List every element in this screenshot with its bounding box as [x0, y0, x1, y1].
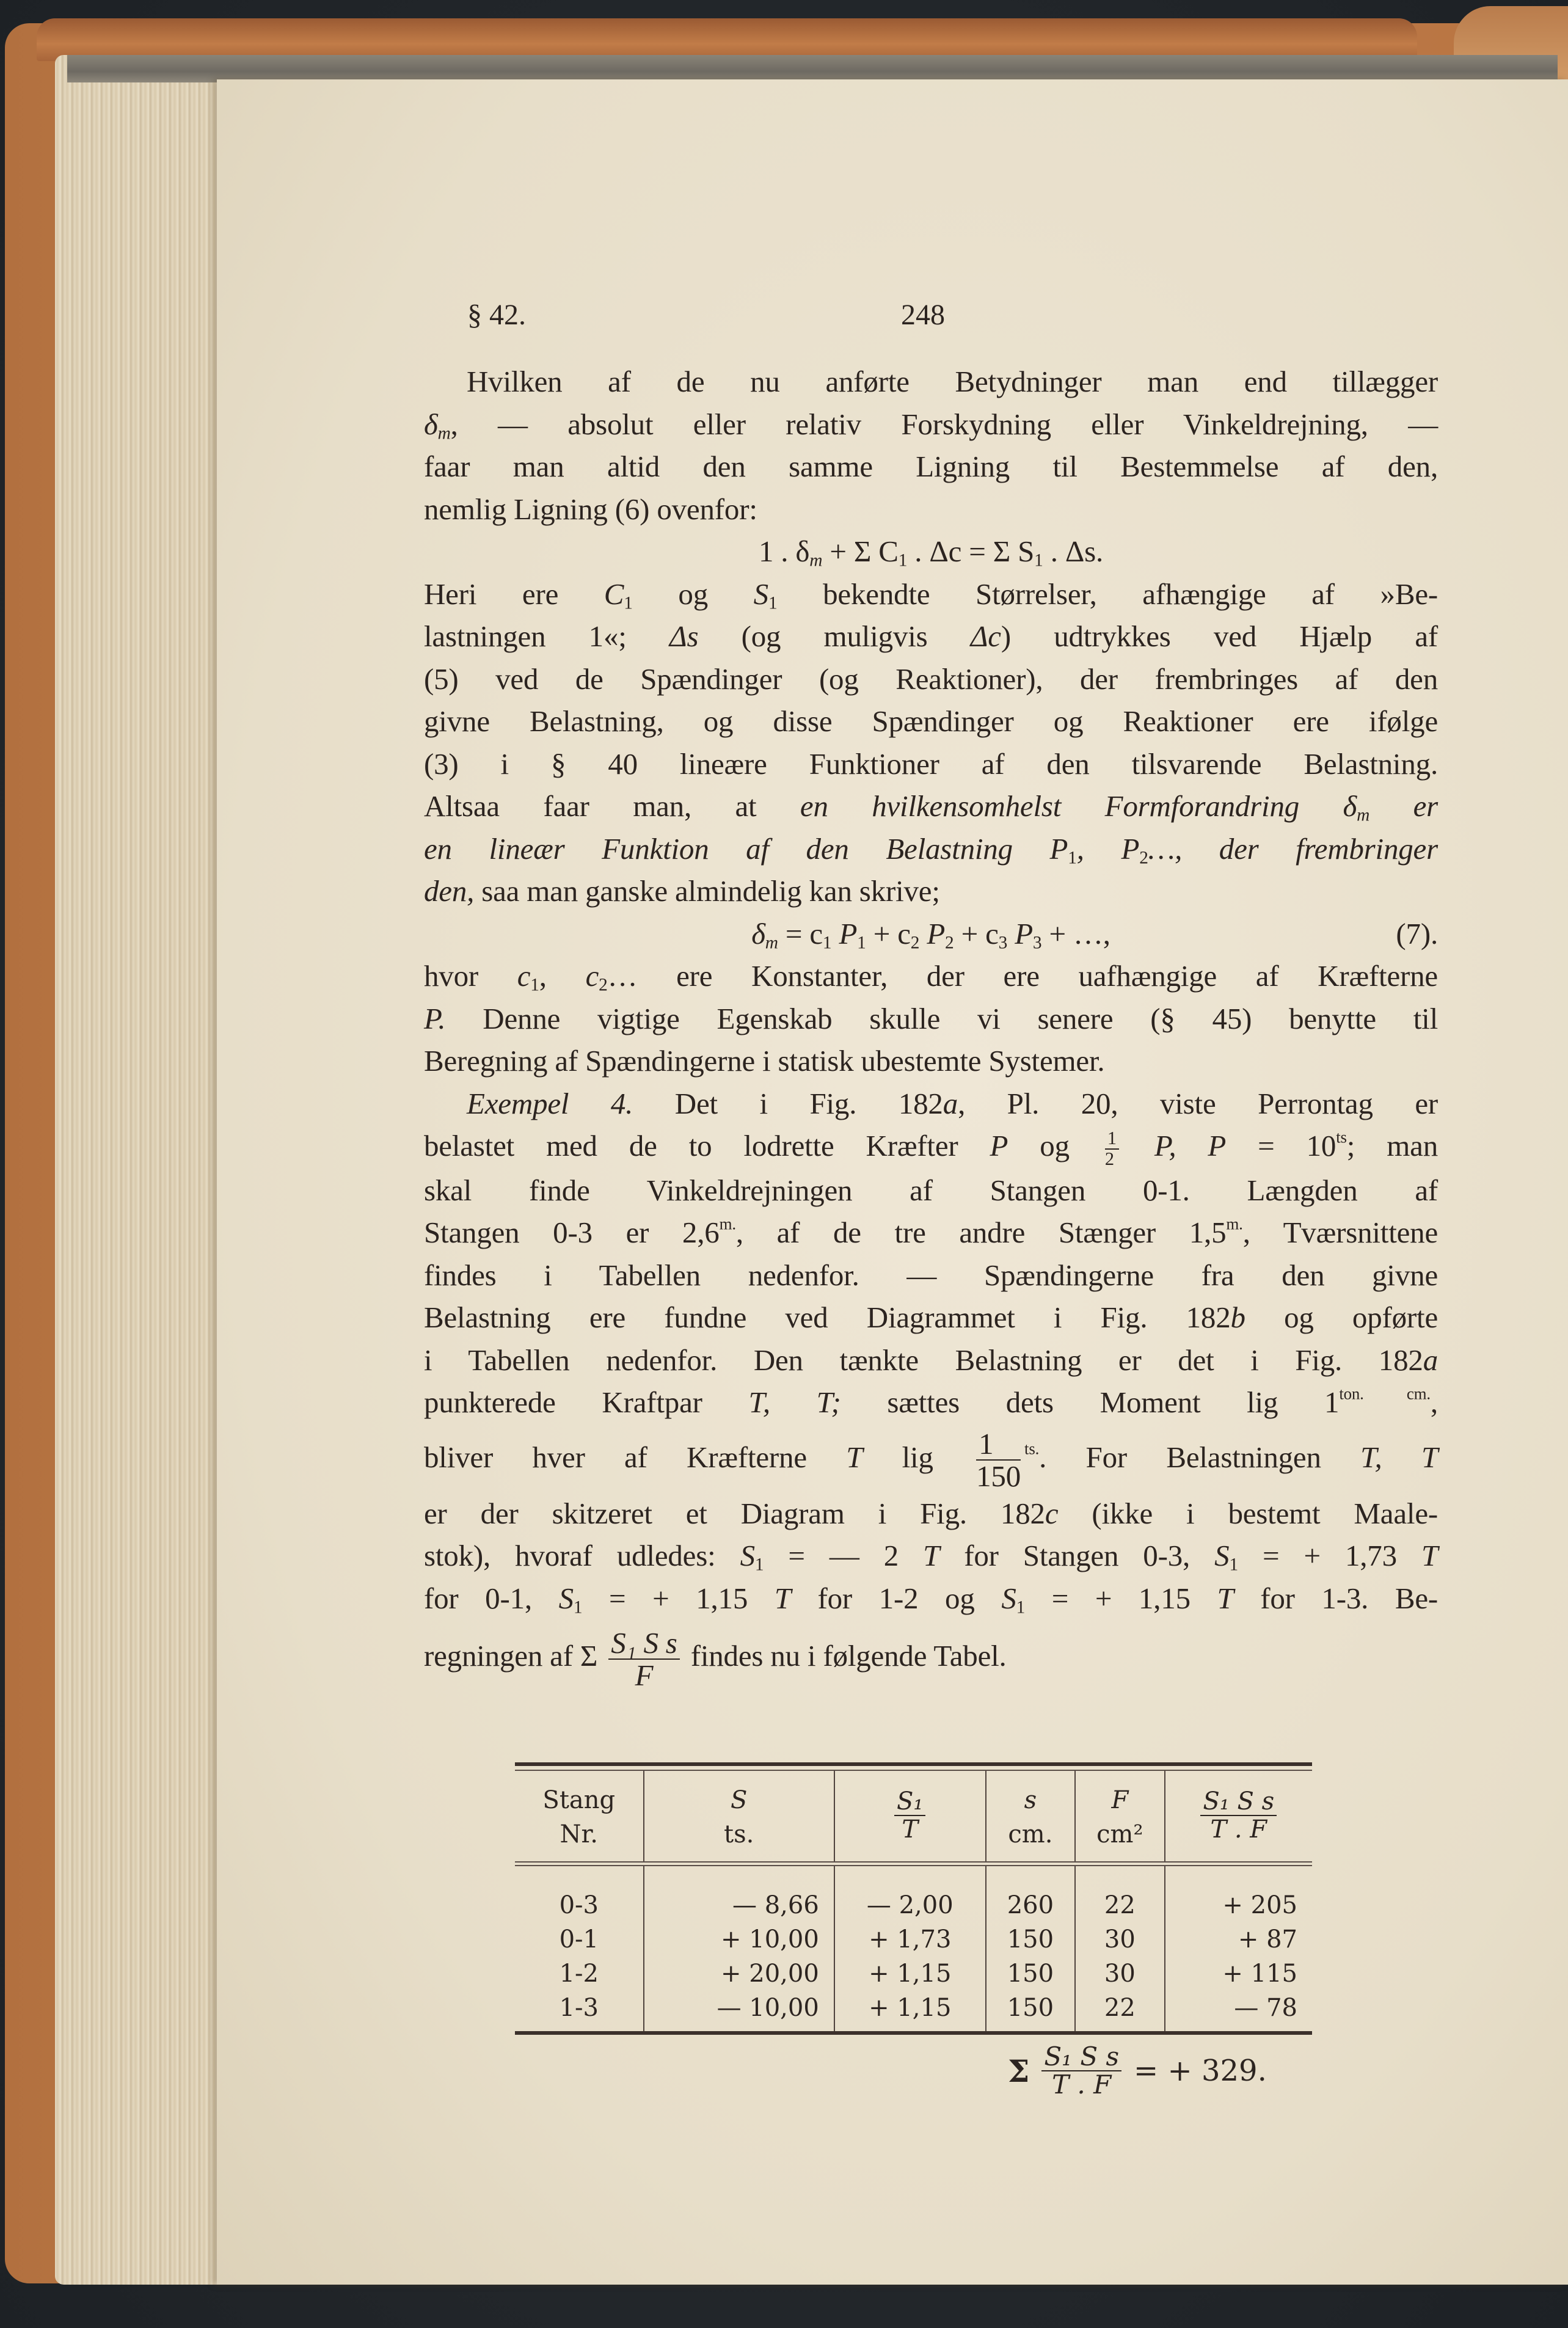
cell-f: 22: [1075, 1866, 1164, 1922]
stress-table: [515, 1762, 1312, 2035]
cell-ratio: + 87: [1165, 1922, 1312, 1957]
text-line: Exempel 4. Det i Fig. 182a, Pl. 20, viste Perrontag er: [467, 1086, 1439, 1120]
sum-fraction: $\frac{\text{S₁ S s}}{T . F}$: [1041, 2043, 1121, 2098]
cell-s: + 10,00: [644, 1922, 834, 1957]
equation-7: $\delta_m = c_1$ $P_1 + c_2$ $P_2 + c_3$ $P_3$ + …, (7).: [424, 913, 1438, 955]
page-number: 248: [901, 299, 945, 331]
text-line: Altsaa faar man, at en hvilkensomhelst Formforandring $\delta_m$ er: [424, 789, 1438, 825]
cell-ratio: + 205: [1165, 1866, 1312, 1922]
table-header-row: [515, 1771, 1312, 1861]
col-header-S: S ts.: [644, 1771, 834, 1861]
cell-f: 30: [1075, 1922, 1164, 1957]
text-line: Stangen 0-3 er $2,6^{m.}$, af de tre andre Stænger $1,5^{m.}$, Tværsnittene: [424, 1214, 1439, 1250]
sum-result: = + 329.: [1134, 2054, 1267, 2089]
cell-s1-t: + 1,73: [834, 1922, 986, 1957]
cell-s: 150: [986, 1957, 1075, 1991]
cell-s1-t: — 2,00: [834, 1866, 986, 1922]
text-line: regningen af Σ $\frac{\text{S₁ S s}}{F}$ findes nu i følgende Tabel.: [424, 1626, 1007, 1693]
cell-s: + 20,00: [644, 1957, 834, 1991]
text-line: Belastning ere fundne ved Diagrammet i Fig. 182b og opførte: [424, 1301, 1438, 1335]
cell-ratio: + 115: [1165, 1957, 1312, 1991]
col-header-F: F cm²: [1075, 1771, 1164, 1861]
col-header-S1-over-T: $\frac{\text{S₁}}{T}$: [834, 1771, 986, 1861]
text-line: den, saa man ganske almindelig kan skrive;: [424, 874, 940, 908]
paragraph-4-example: [424, 1082, 1438, 1693]
text-line: Beregning af Spændingerne i statisk ubestemte Systemer.: [424, 1044, 1105, 1078]
cell-s: 150: [986, 1922, 1075, 1957]
text-line: skal finde Vinkeldrejningen af Stangen 0-1. Længden af: [424, 1173, 1438, 1207]
table-sum: [1008, 2043, 1267, 2098]
page-stack-edges: [55, 55, 238, 2285]
table-bottom-rule: [515, 2031, 1312, 2035]
cell-s: — 8,66: [644, 1866, 834, 1922]
text-line: faar man altid den samme Ligning til Bestemmelse af den,: [424, 450, 1438, 483]
text-line: $\delta_m$, — absolut eller relativ Forskydning eller Vinkeldrejning, —: [424, 407, 1438, 443]
text-line: for 0-1, $S_1$ = + 1,15 T for 1-2 og $S_1$ = + 1,15 T for 1-3. Be-: [424, 1581, 1438, 1618]
body-text: [424, 360, 1438, 1693]
text-line: givne Belastning, og disse Spændinger og Reaktioner ere ifølge: [424, 704, 1438, 738]
fraction-half: $\frac{1}{2}$: [1105, 1129, 1119, 1169]
cell-s: — 10,00: [644, 1991, 834, 2031]
table-row: [515, 1991, 1312, 2031]
text-line: er der skitzeret et Diagram i Fig. 182c (ikke i bestemt Maale-: [424, 1496, 1438, 1530]
cell-f: 22: [1075, 1991, 1164, 2031]
text-line: belastet med de to lodrette Kræfter P og $\frac{1}{2}$ P, $P = 10^{ts}$; man: [424, 1127, 1438, 1169]
col-header-s: s cm.: [986, 1771, 1075, 1861]
col-header-ratio: $\frac{\text{S₁ S s}}{T . F}$: [1165, 1771, 1312, 1861]
cell-stang: 1-3: [559, 1994, 599, 2022]
text-line: (3) i § 40 lineære Funktioner af den tilsvarende Belastning.: [424, 746, 1438, 781]
text-line: hvor $c_1$, $c_2\dots$ ere Konstanter, der ere uafhængige af Kræfterne: [424, 959, 1438, 995]
text-line: bliver hver af Kræfterne T lig $\frac{1}{150}$ $^{ts.}$. For Belastningen T, T: [424, 1426, 1439, 1494]
fraction-1-150: $\frac{1}{150}$: [976, 1426, 1021, 1494]
cell-s: 260: [986, 1866, 1075, 1922]
text-line: Hvilken af de nu anførte Betydninger man end tillægger: [467, 365, 1438, 398]
cell-s1-t: + 1,15: [834, 1957, 986, 1991]
equation-number: (7).: [1396, 916, 1438, 951]
text-line: Heri ere $C_1$ og $S_1$ bekendte Størrelser, afhængige af »Be-: [424, 577, 1438, 613]
text-line: lastningen 1«; Δs (og muligvis Δc) udtrykkes ved Hjælp af: [424, 619, 1438, 653]
page-stack-top: [67, 55, 1558, 82]
section-number: § 42.: [467, 299, 526, 331]
text-line: P. Denne vigtige Egenskab skulle vi senere (§ 45) benytte til: [424, 1001, 1438, 1035]
text-line: (5) ved de Spændinger (og Reaktioner), der frembringes af den: [424, 662, 1438, 696]
cell-f: 30: [1075, 1957, 1164, 1991]
paragraph-1: [424, 360, 1438, 530]
table-row: [515, 1957, 1312, 1991]
cell-ratio: — 78: [1165, 1991, 1312, 2031]
paragraph-2: [424, 573, 1438, 913]
equation-6: 1 . $\delta_m + \Sigma$ $C_1$ . Δc = Σ $S_1$ . Δs.: [758, 535, 1104, 571]
paragraph-3: [424, 955, 1438, 1082]
cell-s1-t: + 1,15: [834, 1991, 986, 2031]
col-header-stang: Stang Nr.: [542, 1786, 616, 1848]
cell-stang: 1-2: [559, 1960, 599, 1988]
cell-stang: 0-3: [559, 1891, 599, 1919]
text-line: punkterede Kraftpar T, T; sættes dets Moment lig $1^{ton. cm.}$,: [424, 1384, 1438, 1420]
text-line: nemlig Ligning (6) ovenfor:: [424, 492, 757, 526]
table-row: [515, 1866, 1312, 1922]
text-line: i Tabellen nedenfor. Den tænkte Belastning er det i Fig. 182a: [424, 1343, 1438, 1377]
text-line: en lineær Funktion af den Belastning $P_1$, $P_2\dots$, der frembringer: [424, 831, 1438, 867]
text-line: findes i Tabellen nedenfor. — Spændingerne fra den givne: [424, 1258, 1438, 1292]
table-top-rule: [515, 1762, 1312, 1766]
table-row: [515, 1922, 1312, 1957]
fraction-s1ss-f: $\frac{\text{S₁ S s}}{F}$: [608, 1627, 679, 1691]
cell-stang: 0-1: [559, 1925, 599, 1954]
text-line: stok), hvoraf udledes: $S_1$ = — 2 T for Stangen 0-3, $S_1$ = + 1,73 T: [424, 1539, 1439, 1575]
cell-s: 150: [986, 1991, 1075, 2031]
sigma-symbol: Σ: [1008, 2053, 1030, 2089]
table-grid: [515, 1771, 1312, 2031]
header-divider: [515, 1861, 1312, 1866]
